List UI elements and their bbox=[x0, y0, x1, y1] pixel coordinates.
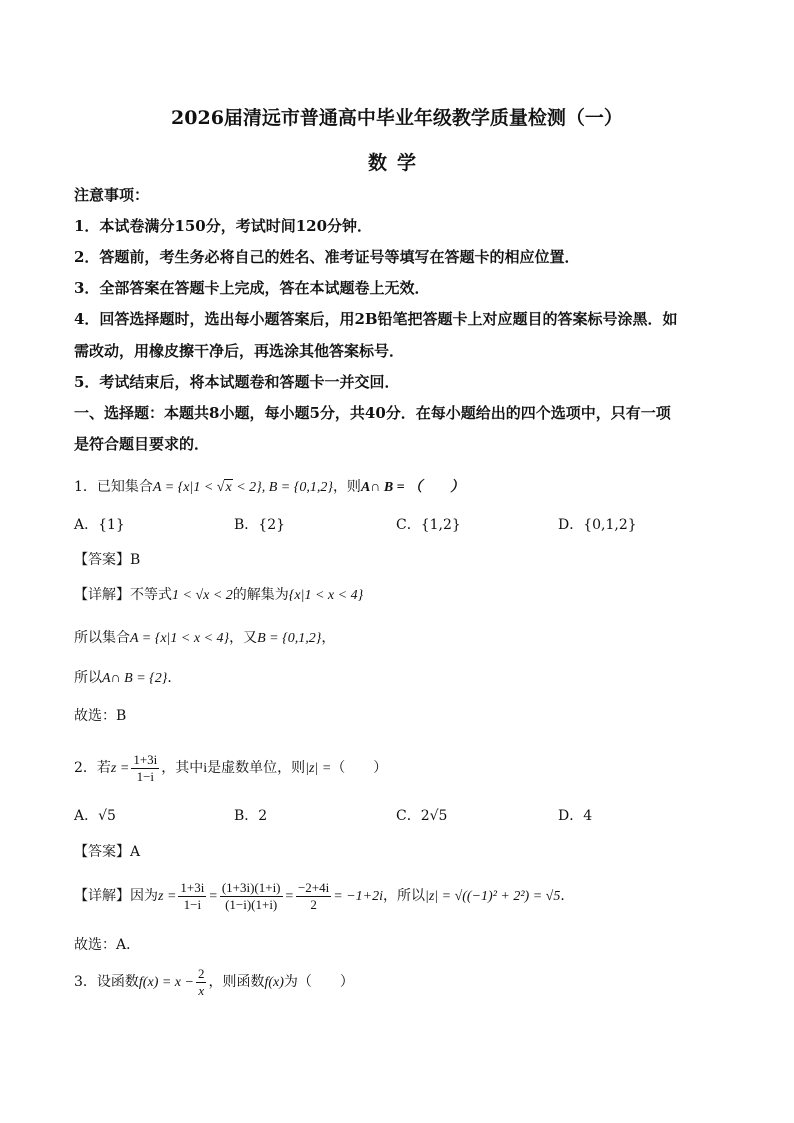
q3-stem-pre: 3．设函数 bbox=[74, 974, 139, 990]
q1-conclusion: 故选：B bbox=[74, 708, 127, 724]
q2-option-d: D．4 bbox=[558, 808, 593, 824]
q1-answer-value: B bbox=[130, 552, 141, 568]
q2-eq-1: = bbox=[208, 889, 218, 904]
section-heading-line2: 是符合题目要求的． bbox=[74, 435, 210, 453]
note-item-5: 5．考试结束后，将本试题卷和答题卡一并交回． bbox=[74, 373, 400, 391]
q3-fraction bbox=[196, 966, 207, 999]
q1-answer-label: 【答案】 bbox=[74, 552, 130, 568]
question-3-stem bbox=[74, 962, 354, 1003]
q2-f2-den: (1−i)(1+i) bbox=[225, 896, 278, 912]
q1-option-a: A．{1} bbox=[74, 517, 125, 533]
q2-abs-z: |z| = bbox=[305, 761, 332, 776]
exam-subject: 数学 bbox=[367, 152, 426, 174]
q1-set-a-end: < 2}, B = {0,1,2} bbox=[232, 480, 333, 495]
note-item-4: 4．回答选择题时，选出每小题答案后，用2B铅笔把答题卡上对应题目的答案标号涂黑．如 bbox=[74, 310, 678, 328]
note-item-1: 1．本试卷满分150分，考试时间120分钟． bbox=[74, 217, 373, 235]
q1-option-c: C．{1,2} bbox=[396, 517, 461, 533]
q1-answer bbox=[74, 550, 140, 570]
q2-detail-label: 【详解】 bbox=[74, 888, 130, 904]
q3-fx: f(x) = x − bbox=[138, 975, 194, 990]
q2-f3-num: −2+4i bbox=[297, 879, 330, 895]
q1-stem-mid: ，则 bbox=[332, 479, 361, 495]
q2-fraction bbox=[131, 752, 159, 785]
q2-detail-frac3 bbox=[296, 880, 331, 913]
q1-option-d: D．{0,1,2} bbox=[558, 517, 637, 533]
q2-detail-z: z = bbox=[158, 889, 177, 904]
q1-sqrt-x: x bbox=[225, 480, 232, 495]
q2-detail-mid: ，所以 bbox=[382, 888, 425, 904]
question-1-stem: 1．已知集合A = {x|1 < √x < 2}, B = {0,1,2}，则A∩ B = （ ） bbox=[74, 479, 465, 495]
q2-answer bbox=[74, 842, 140, 862]
q2-f1-num: 1+3i bbox=[180, 879, 205, 895]
q2-detail-end: ． bbox=[560, 888, 575, 904]
q2-answer-value: A bbox=[130, 844, 141, 860]
q2-z-lhs: z = bbox=[110, 761, 130, 776]
notes-heading: 注意事项： bbox=[74, 186, 150, 204]
q2-detail-pre: 因为 bbox=[130, 888, 158, 904]
q3-frac-den: x bbox=[198, 982, 205, 998]
q2-option-a: A．√5 bbox=[74, 808, 116, 824]
q2-f2-num: (1+3i)(1+i) bbox=[221, 879, 281, 895]
q3-fx2: f(x) bbox=[264, 975, 284, 990]
q1-detail1-math: 1 < √x < 2 bbox=[172, 588, 233, 603]
q1-detail2-mid: ，又 bbox=[229, 630, 258, 646]
q2-f3-den: 2 bbox=[310, 896, 317, 912]
q1-detail2-pre: 所以集合 bbox=[74, 630, 130, 646]
q2-conclusion: 故选：A． bbox=[74, 937, 141, 953]
q2-detail-frac2 bbox=[220, 880, 283, 913]
question-2-stem bbox=[74, 748, 387, 789]
q1-detail1-mid: 的解集为 bbox=[232, 587, 289, 603]
q1-detail-label: 【详解】 bbox=[74, 587, 130, 603]
note-item-4-cont: 需改动，用橡皮擦干净后，再选涂其他答案标号． bbox=[74, 342, 405, 360]
q1-detail3-math: A∩ B = {2} bbox=[102, 671, 168, 686]
q1-detail3-pre: 所以 bbox=[74, 670, 102, 686]
q3-stem-end: 为（ ） bbox=[283, 974, 354, 990]
q1-option-b: B．{2} bbox=[234, 517, 286, 533]
q2-stem-end: （ ） bbox=[331, 760, 388, 776]
q1-detail2-math: A = {x|1 < x < 4} bbox=[130, 631, 230, 646]
q2-i-symbol: i bbox=[203, 761, 208, 776]
q2-eq-2: = bbox=[284, 889, 294, 904]
q2-option-c: C．2√5 bbox=[396, 808, 448, 824]
q1-stem-pre: 1．已知集合 bbox=[74, 479, 153, 495]
q3-stem-mid: ，则函数 bbox=[208, 974, 265, 990]
q2-detail-frac1 bbox=[178, 880, 206, 913]
q2-frac-den: 1−i bbox=[136, 768, 155, 784]
q2-detail-abs: |z| = √((−1)² + 2²) = √5 bbox=[424, 889, 561, 904]
exam-title: 2026届清远市普通高中毕业年级教学质量检测（一） bbox=[171, 107, 623, 129]
q1-expr: A∩ B = （ ） bbox=[360, 480, 465, 495]
section-heading-line1: 一、选择题：本题共8小题，每小题5分，共40分．在每小题给出的四个选项中，只有一项 bbox=[74, 404, 671, 422]
q1-detail-line1 bbox=[74, 585, 363, 606]
note-item-3: 3．全部答案在答题卡上完成，答在本试题卷上无效． bbox=[74, 279, 430, 297]
q2-option-b: B．2 bbox=[234, 808, 268, 824]
note-item-2: 2．答题前，考生务必将自己的姓名、准考证号等填写在答题卡的相应位置． bbox=[74, 248, 580, 266]
q1-detail2-end: ， bbox=[321, 630, 336, 646]
q2-stem-mid: ，其中 bbox=[161, 760, 204, 776]
q1-detail1-set: {x|1 < x < 4} bbox=[288, 588, 364, 603]
q1-detail-line3 bbox=[74, 668, 181, 689]
q1-detail-line2 bbox=[74, 628, 335, 649]
q1-detail2-math2: B = {0,1,2} bbox=[257, 631, 322, 646]
q2-detail-line bbox=[74, 876, 574, 917]
q2-detail-result: = −1+2i bbox=[333, 889, 383, 904]
q3-frac-num: 2 bbox=[197, 965, 205, 981]
q1-detail3-end: ． bbox=[167, 670, 182, 686]
q1-set-a: A = {x|1 < bbox=[152, 480, 217, 495]
q2-stem-mid2: 是虚数单位，则 bbox=[207, 760, 306, 776]
q1-detail1-pre: 不等式 bbox=[130, 587, 172, 603]
q2-f1-den: 1−i bbox=[183, 896, 202, 912]
q2-answer-label: 【答案】 bbox=[74, 844, 130, 860]
q2-frac-num: 1+3i bbox=[133, 751, 158, 767]
q2-stem-pre: 2．若 bbox=[74, 760, 111, 776]
